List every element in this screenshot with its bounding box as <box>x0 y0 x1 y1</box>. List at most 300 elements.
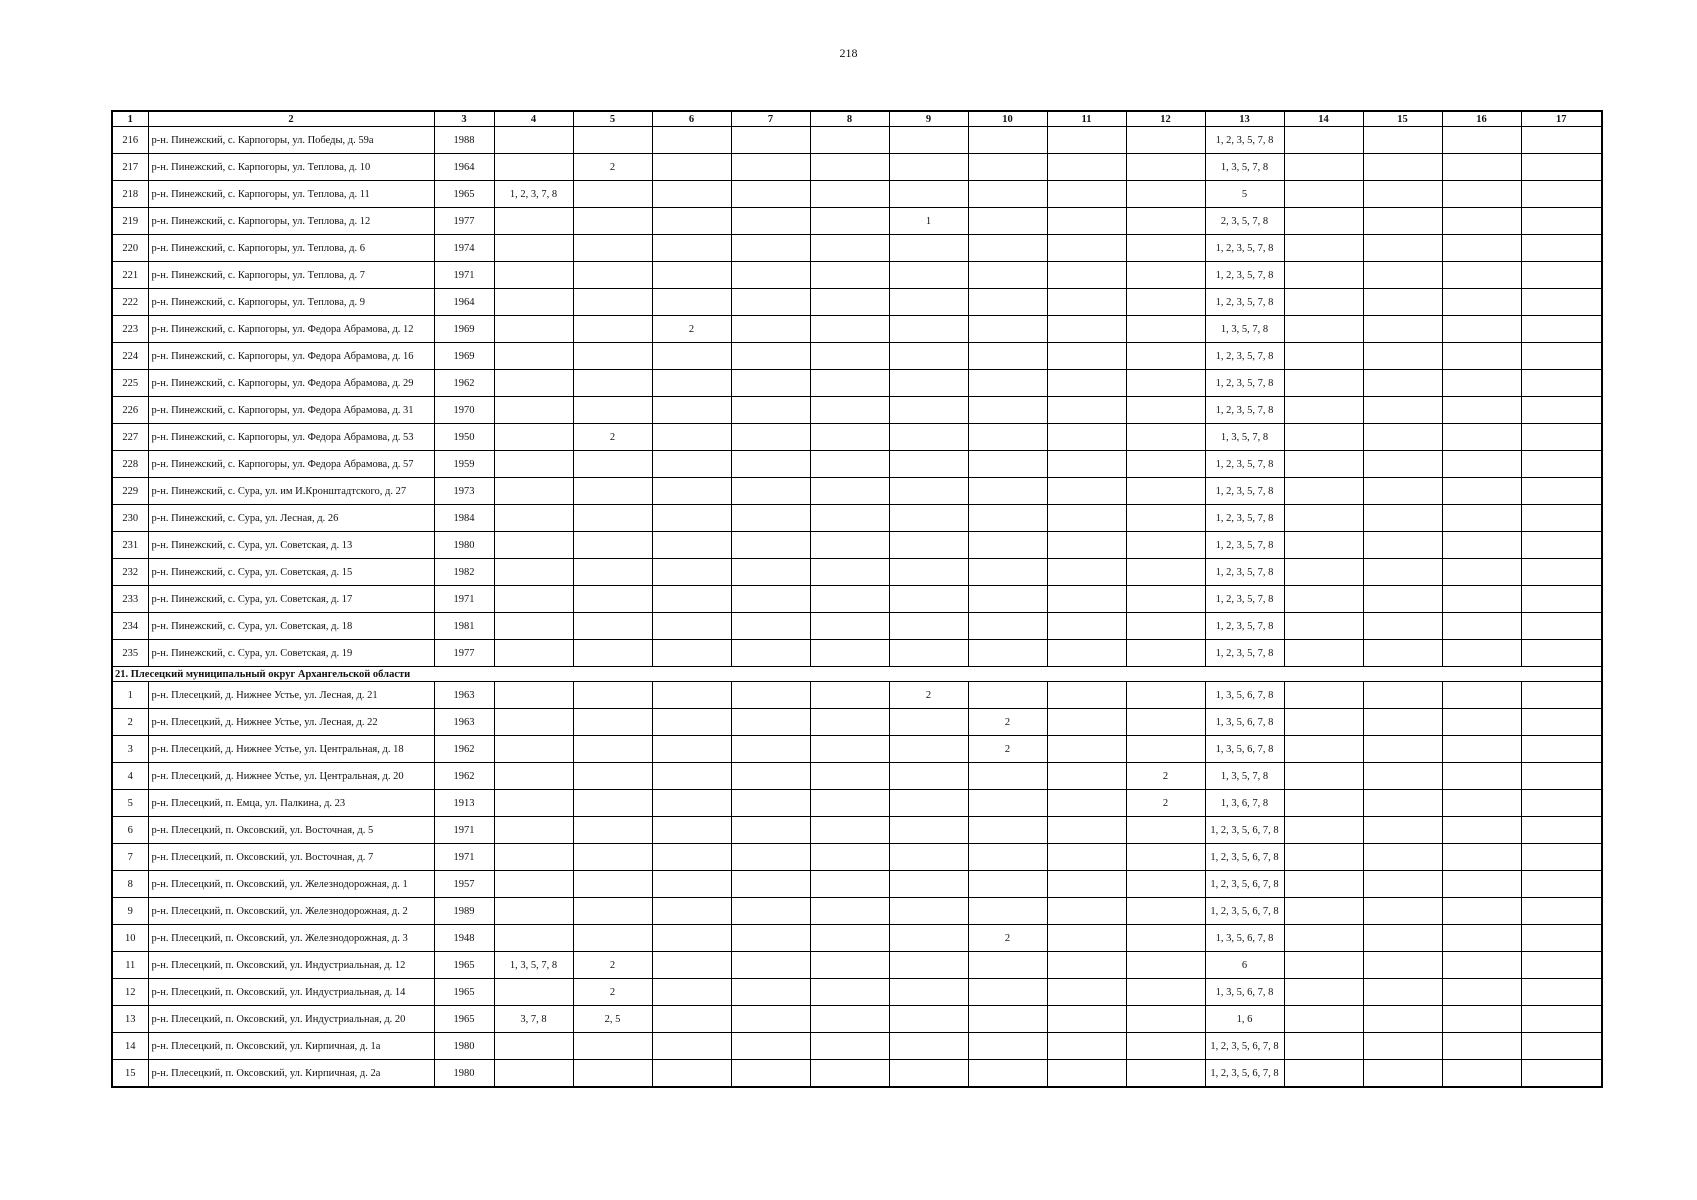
year-cell: 1974 <box>434 235 494 262</box>
table-cell: 1, 2, 3, 5, 6, 7, 8 <box>1205 817 1284 844</box>
table-cell <box>889 844 968 871</box>
table-cell <box>731 451 810 478</box>
table-cell <box>810 790 889 817</box>
table-cell <box>810 127 889 154</box>
table-cell <box>1521 505 1602 532</box>
row-number: 14 <box>112 1033 148 1060</box>
table-row <box>112 925 1602 952</box>
table-row <box>112 682 1602 709</box>
row-number: 15 <box>112 1060 148 1088</box>
year-cell: 1984 <box>434 505 494 532</box>
table-row <box>112 127 1602 154</box>
table-cell <box>1126 127 1205 154</box>
table-cell <box>889 154 968 181</box>
year-cell: 1971 <box>434 817 494 844</box>
table-cell <box>889 181 968 208</box>
address-cell: р-н. Плесецкий, п. Оксовский, ул. Кирпичная, д. 1а <box>148 1033 434 1060</box>
table-cell <box>810 952 889 979</box>
table-cell <box>573 763 652 790</box>
table-cell <box>494 505 573 532</box>
row-number: 229 <box>112 478 148 505</box>
table-cell <box>810 343 889 370</box>
table-cell <box>1442 979 1521 1006</box>
table-cell <box>573 532 652 559</box>
table-cell <box>1363 370 1442 397</box>
table-cell <box>1126 208 1205 235</box>
address-cell: р-н. Плесецкий, п. Оксовский, ул. Индустриальная, д. 12 <box>148 952 434 979</box>
table-cell <box>1126 181 1205 208</box>
table-cell <box>652 235 731 262</box>
table-cell <box>968 532 1047 559</box>
address-cell: р-н. Пинежский, с. Карпогоры, ул. Федора Абрамова, д. 53 <box>148 424 434 451</box>
table-cell <box>1126 154 1205 181</box>
table-cell <box>810 370 889 397</box>
table-row <box>112 181 1602 208</box>
table-body <box>112 127 1602 1088</box>
table-cell: 2 <box>968 709 1047 736</box>
table-cell <box>968 1006 1047 1033</box>
table-cell <box>1442 478 1521 505</box>
table-cell <box>1442 709 1521 736</box>
table-cell <box>968 586 1047 613</box>
table-cell <box>1521 682 1602 709</box>
table-cell <box>1047 790 1126 817</box>
table-cell <box>889 532 968 559</box>
row-number: 223 <box>112 316 148 343</box>
table-cell <box>494 613 573 640</box>
table-cell <box>810 208 889 235</box>
table-cell <box>1363 979 1442 1006</box>
table-cell <box>731 979 810 1006</box>
row-number: 220 <box>112 235 148 262</box>
table-cell <box>1284 871 1363 898</box>
table-cell <box>652 127 731 154</box>
table-cell <box>1047 1060 1126 1088</box>
table-cell <box>1047 127 1126 154</box>
table-row <box>112 397 1602 424</box>
row-number: 230 <box>112 505 148 532</box>
table-cell <box>968 370 1047 397</box>
table-cell <box>1521 844 1602 871</box>
column-header-14: 14 <box>1284 111 1363 127</box>
table-cell <box>1284 235 1363 262</box>
table-cell <box>1363 1060 1442 1088</box>
section-heading: 21. Плесецкий муниципальный округ Архангельской области <box>112 667 1602 682</box>
address-cell: р-н. Плесецкий, п. Оксовский, ул. Железнодорожная, д. 1 <box>148 871 434 898</box>
table-cell <box>1442 1033 1521 1060</box>
table-cell <box>652 154 731 181</box>
table-cell <box>573 586 652 613</box>
table-cell <box>1126 586 1205 613</box>
table-cell <box>1047 640 1126 667</box>
row-number: 2 <box>112 709 148 736</box>
table-cell <box>1363 790 1442 817</box>
table-cell <box>573 289 652 316</box>
table-cell <box>810 817 889 844</box>
table-cell: 1, 2, 3, 5, 7, 8 <box>1205 289 1284 316</box>
table-cell: 1, 2, 3, 5, 7, 8 <box>1205 640 1284 667</box>
table-cell <box>889 1006 968 1033</box>
table-cell <box>1363 424 1442 451</box>
table-cell <box>810 871 889 898</box>
table-cell: 1, 2, 3, 5, 7, 8 <box>1205 505 1284 532</box>
table-cell <box>573 505 652 532</box>
column-header-7: 7 <box>731 111 810 127</box>
table-cell <box>1521 613 1602 640</box>
table-cell <box>731 898 810 925</box>
table-cell <box>1126 1006 1205 1033</box>
table-cell <box>889 397 968 424</box>
table-cell <box>889 451 968 478</box>
table-cell <box>1521 1033 1602 1060</box>
table-cell <box>731 844 810 871</box>
table-cell <box>889 343 968 370</box>
table-cell <box>1047 478 1126 505</box>
row-number: 217 <box>112 154 148 181</box>
table-cell <box>652 370 731 397</box>
table-cell <box>731 262 810 289</box>
address-cell: р-н. Плесецкий, п. Оксовский, ул. Восточная, д. 5 <box>148 817 434 844</box>
table-cell: 1, 3, 5, 6, 7, 8 <box>1205 979 1284 1006</box>
table-cell <box>1284 1033 1363 1060</box>
table-cell <box>1521 451 1602 478</box>
table-cell <box>1047 925 1126 952</box>
table-cell <box>1284 559 1363 586</box>
table-cell <box>1284 505 1363 532</box>
table-cell <box>494 763 573 790</box>
table-cell <box>889 817 968 844</box>
table-cell <box>1442 181 1521 208</box>
table-cell <box>652 532 731 559</box>
table-row <box>112 262 1602 289</box>
table-cell <box>652 736 731 763</box>
table-cell <box>968 208 1047 235</box>
table-cell <box>810 1006 889 1033</box>
table-cell: 2 <box>573 424 652 451</box>
table-cell <box>652 871 731 898</box>
table-cell <box>889 1060 968 1088</box>
table-cell <box>652 709 731 736</box>
table-cell <box>731 154 810 181</box>
table-cell <box>731 235 810 262</box>
year-cell: 1963 <box>434 709 494 736</box>
table-cell <box>494 871 573 898</box>
table-cell <box>573 262 652 289</box>
table-cell <box>1521 154 1602 181</box>
column-header-10: 10 <box>968 111 1047 127</box>
year-cell: 1965 <box>434 952 494 979</box>
address-cell: р-н. Плесецкий, д. Нижнее Устье, ул. Лесная, д. 21 <box>148 682 434 709</box>
table-cell: 1, 2, 3, 5, 6, 7, 8 <box>1205 1033 1284 1060</box>
page-number: 218 <box>839 46 858 60</box>
address-cell: р-н. Пинежский, с. Карпогоры, ул. Теплова, д. 12 <box>148 208 434 235</box>
year-cell: 1957 <box>434 871 494 898</box>
table-cell <box>1047 613 1126 640</box>
table-cell <box>573 235 652 262</box>
table-cell <box>889 871 968 898</box>
address-cell: р-н. Пинежский, с. Карпогоры, ул. Теплова, д. 6 <box>148 235 434 262</box>
column-header-13: 13 <box>1205 111 1284 127</box>
table-cell <box>1126 343 1205 370</box>
table-cell <box>810 235 889 262</box>
table-cell <box>573 316 652 343</box>
table-row <box>112 316 1602 343</box>
table-cell <box>573 181 652 208</box>
table-cell <box>731 343 810 370</box>
table-cell <box>1284 844 1363 871</box>
table-cell <box>810 181 889 208</box>
table-cell <box>1521 925 1602 952</box>
table-cell: 2 <box>968 736 1047 763</box>
table-cell <box>731 397 810 424</box>
address-cell: р-н. Плесецкий, п. Оксовский, ул. Индустриальная, д. 20 <box>148 1006 434 1033</box>
column-header-2: 2 <box>148 111 434 127</box>
year-cell: 1971 <box>434 586 494 613</box>
table-row <box>112 154 1602 181</box>
table-cell <box>652 1060 731 1088</box>
table-cell <box>1126 1060 1205 1088</box>
table-cell <box>889 289 968 316</box>
row-number: 235 <box>112 640 148 667</box>
table-cell <box>731 559 810 586</box>
table-cell <box>1363 817 1442 844</box>
table-cell <box>1284 790 1363 817</box>
year-cell: 1981 <box>434 613 494 640</box>
table-cell: 1, 3, 5, 7, 8 <box>494 952 573 979</box>
address-cell: р-н. Пинежский, с. Карпогоры, ул. Федора Абрамова, д. 16 <box>148 343 434 370</box>
table-cell <box>810 451 889 478</box>
table-cell <box>1442 127 1521 154</box>
table-cell <box>494 709 573 736</box>
table-cell <box>494 208 573 235</box>
table-cell <box>731 952 810 979</box>
table-cell <box>494 559 573 586</box>
row-number: 224 <box>112 343 148 370</box>
table-cell <box>1363 613 1442 640</box>
table-cell <box>731 316 810 343</box>
table-cell <box>1363 586 1442 613</box>
table-cell <box>1284 262 1363 289</box>
table-cell <box>1284 478 1363 505</box>
row-number: 10 <box>112 925 148 952</box>
table-cell <box>731 424 810 451</box>
table-cell <box>1047 979 1126 1006</box>
table-cell <box>1126 709 1205 736</box>
table-cell: 1, 2, 3, 5, 7, 8 <box>1205 613 1284 640</box>
table-cell: 1, 2, 3, 5, 7, 8 <box>1205 532 1284 559</box>
address-cell: р-н. Пинежский, с. Карпогоры, ул. Федора Абрамова, д. 57 <box>148 451 434 478</box>
table-cell <box>1442 736 1521 763</box>
table-cell <box>1442 952 1521 979</box>
row-number: 225 <box>112 370 148 397</box>
year-cell: 1980 <box>434 1060 494 1088</box>
table-cell: 1, 3, 5, 7, 8 <box>1205 763 1284 790</box>
table-cell: 2, 5 <box>573 1006 652 1033</box>
row-number: 228 <box>112 451 148 478</box>
table-cell <box>494 532 573 559</box>
row-number: 221 <box>112 262 148 289</box>
table-cell <box>573 478 652 505</box>
table-cell: 1, 3, 5, 6, 7, 8 <box>1205 709 1284 736</box>
table-cell: 1, 2, 3, 5, 7, 8 <box>1205 343 1284 370</box>
address-cell: р-н. Пинежский, с. Карпогоры, ул. Федора Абрамова, д. 29 <box>148 370 434 397</box>
year-cell: 1964 <box>434 154 494 181</box>
table-cell <box>1521 736 1602 763</box>
table-row <box>112 343 1602 370</box>
table-cell: 1, 6 <box>1205 1006 1284 1033</box>
address-cell: р-н. Плесецкий, п. Емца, ул. Палкина, д. 23 <box>148 790 434 817</box>
table-cell: 1, 3, 6, 7, 8 <box>1205 790 1284 817</box>
table-cell <box>652 181 731 208</box>
table-row <box>112 709 1602 736</box>
table-cell: 1, 3, 5, 6, 7, 8 <box>1205 736 1284 763</box>
row-number: 216 <box>112 127 148 154</box>
table-cell <box>494 979 573 1006</box>
table-cell <box>1442 370 1521 397</box>
table-cell <box>494 586 573 613</box>
year-cell: 1969 <box>434 343 494 370</box>
year-cell: 1963 <box>434 682 494 709</box>
table-cell: 2 <box>968 925 1047 952</box>
address-cell: р-н. Плесецкий, д. Нижнее Устье, ул. Лесная, д. 22 <box>148 709 434 736</box>
table-cell <box>1442 397 1521 424</box>
table-cell <box>1521 424 1602 451</box>
table-cell <box>968 640 1047 667</box>
table-cell <box>1284 181 1363 208</box>
table-cell <box>968 424 1047 451</box>
table-cell <box>494 898 573 925</box>
table-row <box>112 952 1602 979</box>
table-cell <box>573 370 652 397</box>
table-cell <box>1442 343 1521 370</box>
table-cell <box>968 316 1047 343</box>
table-row <box>112 235 1602 262</box>
table-cell <box>1442 208 1521 235</box>
column-header-15: 15 <box>1363 111 1442 127</box>
table-row <box>112 1033 1602 1060</box>
table-cell <box>1126 289 1205 316</box>
table-cell <box>1047 181 1126 208</box>
table-row <box>112 586 1602 613</box>
table-cell: 1, 2, 3, 5, 7, 8 <box>1205 370 1284 397</box>
table-cell <box>1047 709 1126 736</box>
address-cell: р-н. Плесецкий, п. Оксовский, ул. Железнодорожная, д. 3 <box>148 925 434 952</box>
table-cell <box>968 289 1047 316</box>
table-cell <box>494 127 573 154</box>
table-cell <box>1126 370 1205 397</box>
table-cell <box>1047 682 1126 709</box>
table-cell <box>573 844 652 871</box>
table-cell <box>1521 898 1602 925</box>
row-number: 4 <box>112 763 148 790</box>
year-cell: 1982 <box>434 559 494 586</box>
table-cell <box>652 289 731 316</box>
table-row <box>112 505 1602 532</box>
table-cell <box>1363 397 1442 424</box>
table-cell <box>1126 925 1205 952</box>
table-cell <box>889 559 968 586</box>
address-cell: р-н. Пинежский, с. Карпогоры, ул. Федора Абрамова, д. 12 <box>148 316 434 343</box>
table-cell <box>652 505 731 532</box>
table-cell <box>652 397 731 424</box>
table-cell <box>494 343 573 370</box>
column-header-17: 17 <box>1521 111 1602 127</box>
table-cell <box>1284 154 1363 181</box>
table-cell <box>573 736 652 763</box>
table-cell: 1, 3, 5, 7, 8 <box>1205 316 1284 343</box>
table-cell <box>968 682 1047 709</box>
year-cell: 1959 <box>434 451 494 478</box>
table-cell <box>1521 343 1602 370</box>
table-cell <box>731 613 810 640</box>
table-cell <box>810 478 889 505</box>
table-cell <box>810 505 889 532</box>
table-cell <box>1047 262 1126 289</box>
table-row <box>112 208 1602 235</box>
table-cell <box>968 262 1047 289</box>
table-cell: 1, 3, 5, 7, 8 <box>1205 154 1284 181</box>
table-cell <box>1126 817 1205 844</box>
year-cell: 1988 <box>434 127 494 154</box>
table-cell: 1, 2, 3, 5, 7, 8 <box>1205 478 1284 505</box>
table-cell <box>810 1060 889 1088</box>
address-cell: р-н. Плесецкий, п. Оксовский, ул. Индустриальная, д. 14 <box>148 979 434 1006</box>
table-cell <box>1363 208 1442 235</box>
table-cell <box>1442 1060 1521 1088</box>
table-cell <box>1284 586 1363 613</box>
table-row <box>112 790 1602 817</box>
table-cell <box>494 817 573 844</box>
row-number: 9 <box>112 898 148 925</box>
table-cell <box>1047 898 1126 925</box>
table-cell <box>573 709 652 736</box>
year-cell: 1964 <box>434 289 494 316</box>
table-cell <box>968 898 1047 925</box>
table-cell <box>652 898 731 925</box>
table-cell <box>810 736 889 763</box>
year-cell: 1950 <box>434 424 494 451</box>
table-cell <box>1126 844 1205 871</box>
table-cell <box>810 763 889 790</box>
table-cell <box>1284 979 1363 1006</box>
table-cell <box>1363 709 1442 736</box>
table-cell <box>1047 586 1126 613</box>
table-cell <box>1047 397 1126 424</box>
row-number: 11 <box>112 952 148 979</box>
table-cell <box>652 763 731 790</box>
table-cell <box>1363 505 1442 532</box>
table-cell: 1, 2, 3, 7, 8 <box>494 181 573 208</box>
row-number: 231 <box>112 532 148 559</box>
table-cell <box>573 127 652 154</box>
address-cell: р-н. Пинежский, с. Сура, ул. Советская, д. 18 <box>148 613 434 640</box>
address-cell: р-н. Плесецкий, п. Оксовский, ул. Восточная, д. 7 <box>148 844 434 871</box>
table-cell <box>1047 235 1126 262</box>
year-cell: 1971 <box>434 844 494 871</box>
table-cell <box>494 682 573 709</box>
table-cell <box>652 1033 731 1060</box>
table-cell <box>968 613 1047 640</box>
row-number: 13 <box>112 1006 148 1033</box>
table-cell <box>810 154 889 181</box>
table-cell <box>889 424 968 451</box>
table-row <box>112 478 1602 505</box>
table-cell <box>1126 262 1205 289</box>
column-header-9: 9 <box>889 111 968 127</box>
table-cell <box>652 682 731 709</box>
table-cell <box>731 181 810 208</box>
table-cell <box>1126 505 1205 532</box>
